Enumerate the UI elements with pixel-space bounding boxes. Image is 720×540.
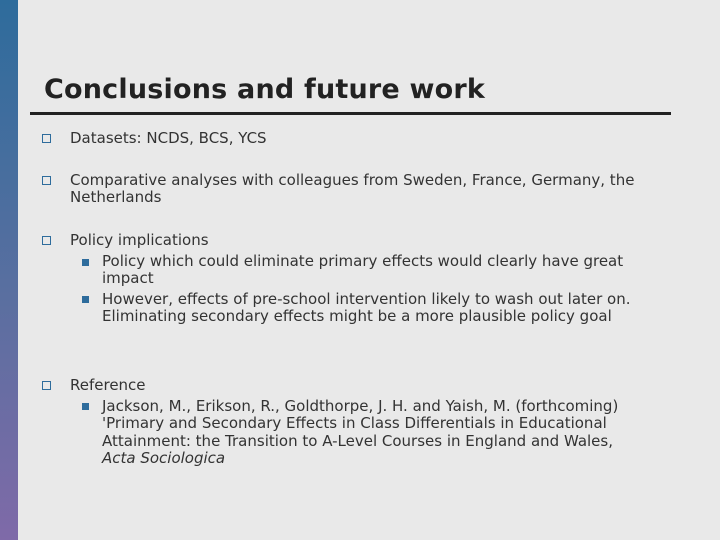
- reference-journal-name: Acta Sociologica: [102, 449, 226, 467]
- reference-line1: Jackson, M., Erikson, R., Goldthorpe, J. H. and Yaish, M. (forthcoming): [102, 397, 619, 415]
- bullet-datasets: Datasets: NCDS, BCS, YCS: [70, 129, 267, 147]
- bullet-marker-icon: [42, 236, 51, 245]
- sub-bullet-policy-2-line1: However, effects of pre-school intervention likely to wash out later on.: [102, 290, 631, 308]
- sub-bullet-policy-1-line1: Policy which could eliminate primary effects would clearly have great: [102, 252, 624, 270]
- left-accent-bar: [0, 0, 18, 540]
- bullet-policy: Policy implications: [70, 231, 209, 249]
- title-underline: [30, 112, 671, 115]
- reference-line2: 'Primary and Secondary Effects in Class Differentials in Educational: [102, 414, 607, 432]
- sub-bullet-square-icon: [82, 259, 89, 266]
- sub-bullet-policy-2-line2: Eliminating secondary effects might be a more plausible policy goal: [102, 307, 612, 325]
- bullet-marker-icon: [42, 134, 51, 143]
- sub-bullet-square-icon: [82, 403, 89, 410]
- bullet-reference: Reference: [70, 376, 146, 394]
- slide-title: Conclusions and future work: [44, 74, 486, 105]
- sub-bullet-policy-1-line2: impact: [102, 269, 154, 287]
- bullet-comparative-line1: Comparative analyses with colleagues from Sweden, France, Germany, the: [70, 171, 635, 189]
- bullet-marker-icon: [42, 176, 51, 185]
- reference-line3: Attainment: the Transition to A-Level Courses in England and Wales,: [102, 432, 613, 450]
- bullet-comparative-line2: Netherlands: [70, 188, 162, 206]
- sub-bullet-square-icon: [82, 296, 89, 303]
- bullet-marker-icon: [42, 381, 51, 390]
